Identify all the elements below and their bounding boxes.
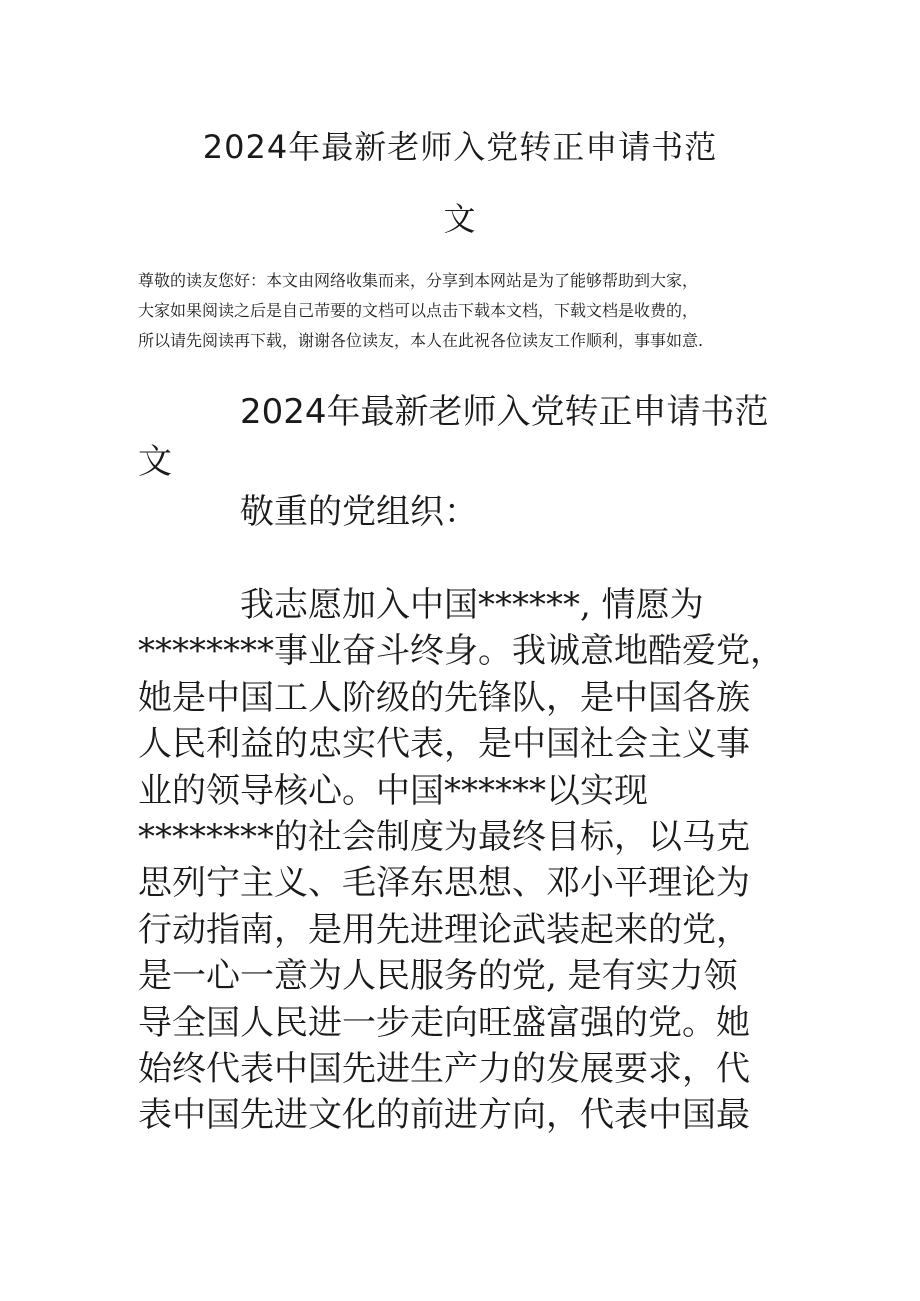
salutation: 敬重的党组织： bbox=[240, 492, 478, 532]
body-subtitle bbox=[138, 387, 788, 487]
notice-line: 尊敬的读友您好：本文由网络收集而来，分享到本网站是为了能够帮助到大家， bbox=[138, 271, 699, 290]
body-paragraph bbox=[138, 582, 788, 1139]
notice-line: 大家如果阅读之后是自己芾要的文档可以点击下载本文档，下载文档是收费的， bbox=[138, 301, 699, 320]
paragraph-line: 表中国先进文化的前进方向，代表中国最 bbox=[138, 1095, 750, 1136]
paragraph-line: 人民利益的忠实代表，是中国社会主义事 bbox=[138, 724, 750, 765]
paragraph-line: 始终代表中国先进生产力的发展要求，代 bbox=[138, 1049, 750, 1090]
paragraph-line: 我志愿加入中国******, 情愿为 bbox=[240, 585, 704, 625]
body-subtitle-line1: 2024年最新老师入党转正申请书范 bbox=[240, 392, 769, 432]
paragraph-line: 她是中国工人阶级的先锋队，是中国各族 bbox=[138, 677, 750, 718]
paragraph-line: ********事业奋斗终身。我诚意地酷爱党， bbox=[138, 631, 784, 672]
paragraph-line: 是一心一意为人民服务的党, 是有实力领 bbox=[138, 956, 738, 997]
reader-notice bbox=[138, 266, 786, 356]
document-title-line2: 文 bbox=[443, 200, 477, 238]
paragraph-line: 思列宁主义、毛泽东思想、邓小平理论为 bbox=[138, 863, 750, 904]
body-subtitle-line2: 文 bbox=[138, 442, 172, 482]
paragraph-line: 业的领导核心。中国******以实现 bbox=[138, 770, 648, 811]
paragraph-line: ********的社会制度为最终目标，以马克 bbox=[138, 817, 750, 858]
document-title-line1: 2024年最新老师入党转正申请书范 bbox=[202, 128, 718, 166]
paragraph-line: 行动指南，是用先进理论武装起来的党， bbox=[138, 909, 750, 950]
paragraph-line: 导全国人民进一步走向旺盛富强的党。她 bbox=[138, 1002, 750, 1043]
notice-line: 所以请先阅读再下载，谢谢各位读友，本人在此祝各位读友工作顺利，事事如意. bbox=[138, 331, 704, 350]
